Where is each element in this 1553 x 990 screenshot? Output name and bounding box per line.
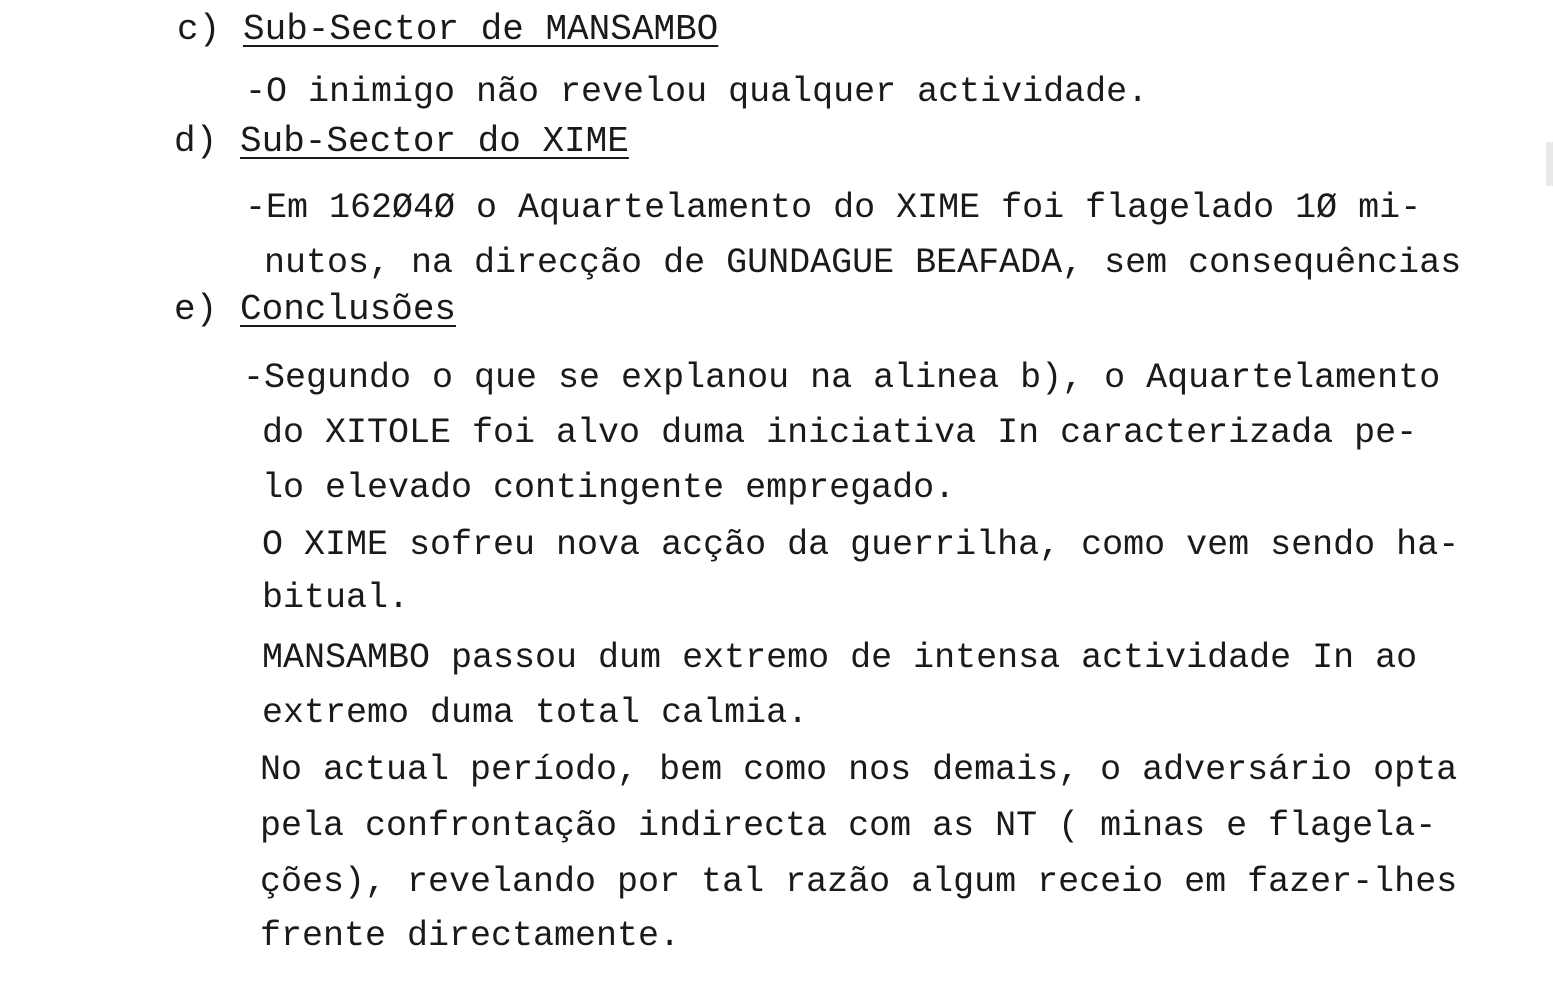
text-line: extremo duma total calmia. (262, 693, 809, 733)
text-line: No actual período, bem como nos demais, o adversário opta (260, 750, 1458, 790)
section-title: Sub-Sector de MANSAMBO (243, 9, 719, 50)
text-line: do XITOLE foi alvo duma iniciativa In caracterizada pe- (262, 413, 1418, 453)
section-title: Conclusões (240, 289, 457, 330)
text-line: ções), revelando por tal razão algum receio em fazer-lhes (260, 862, 1458, 902)
text-line: -O inimigo não revelou qualquer actividade. (245, 72, 1149, 112)
text-line: pela confrontação indirecta com as NT ( minas e flagela- (260, 806, 1437, 846)
section-title: Sub-Sector do XIME (240, 121, 629, 162)
text-line: -Em 162Ø4Ø o Aquartelamento do XIME foi flagelado 1Ø mi- (245, 188, 1422, 228)
section-letter: c) (177, 9, 221, 50)
section-letter: e) (174, 289, 218, 330)
text-line: bitual. (262, 578, 410, 618)
section-letter: d) (174, 121, 218, 162)
text-line: MANSAMBO passou dum extremo de intensa actividade In ao (262, 638, 1418, 678)
text-line: nutos, na direcção de GUNDAGUE BEAFADA, sem consequências (264, 243, 1462, 283)
text-line: lo elevado contingente empregado. (262, 468, 956, 508)
text-line: O XIME sofreu nova acção da guerrilha, como vem sendo ha- (262, 525, 1460, 565)
scan-edge-mark (1546, 142, 1553, 186)
text-line: frente directamente. (260, 916, 681, 956)
section-heading-c (177, 10, 718, 50)
section-heading-d (174, 122, 629, 162)
text-line: -Segundo o que se explanou na alinea b), o Aquartelamento (243, 358, 1441, 398)
section-heading-e (174, 290, 456, 330)
